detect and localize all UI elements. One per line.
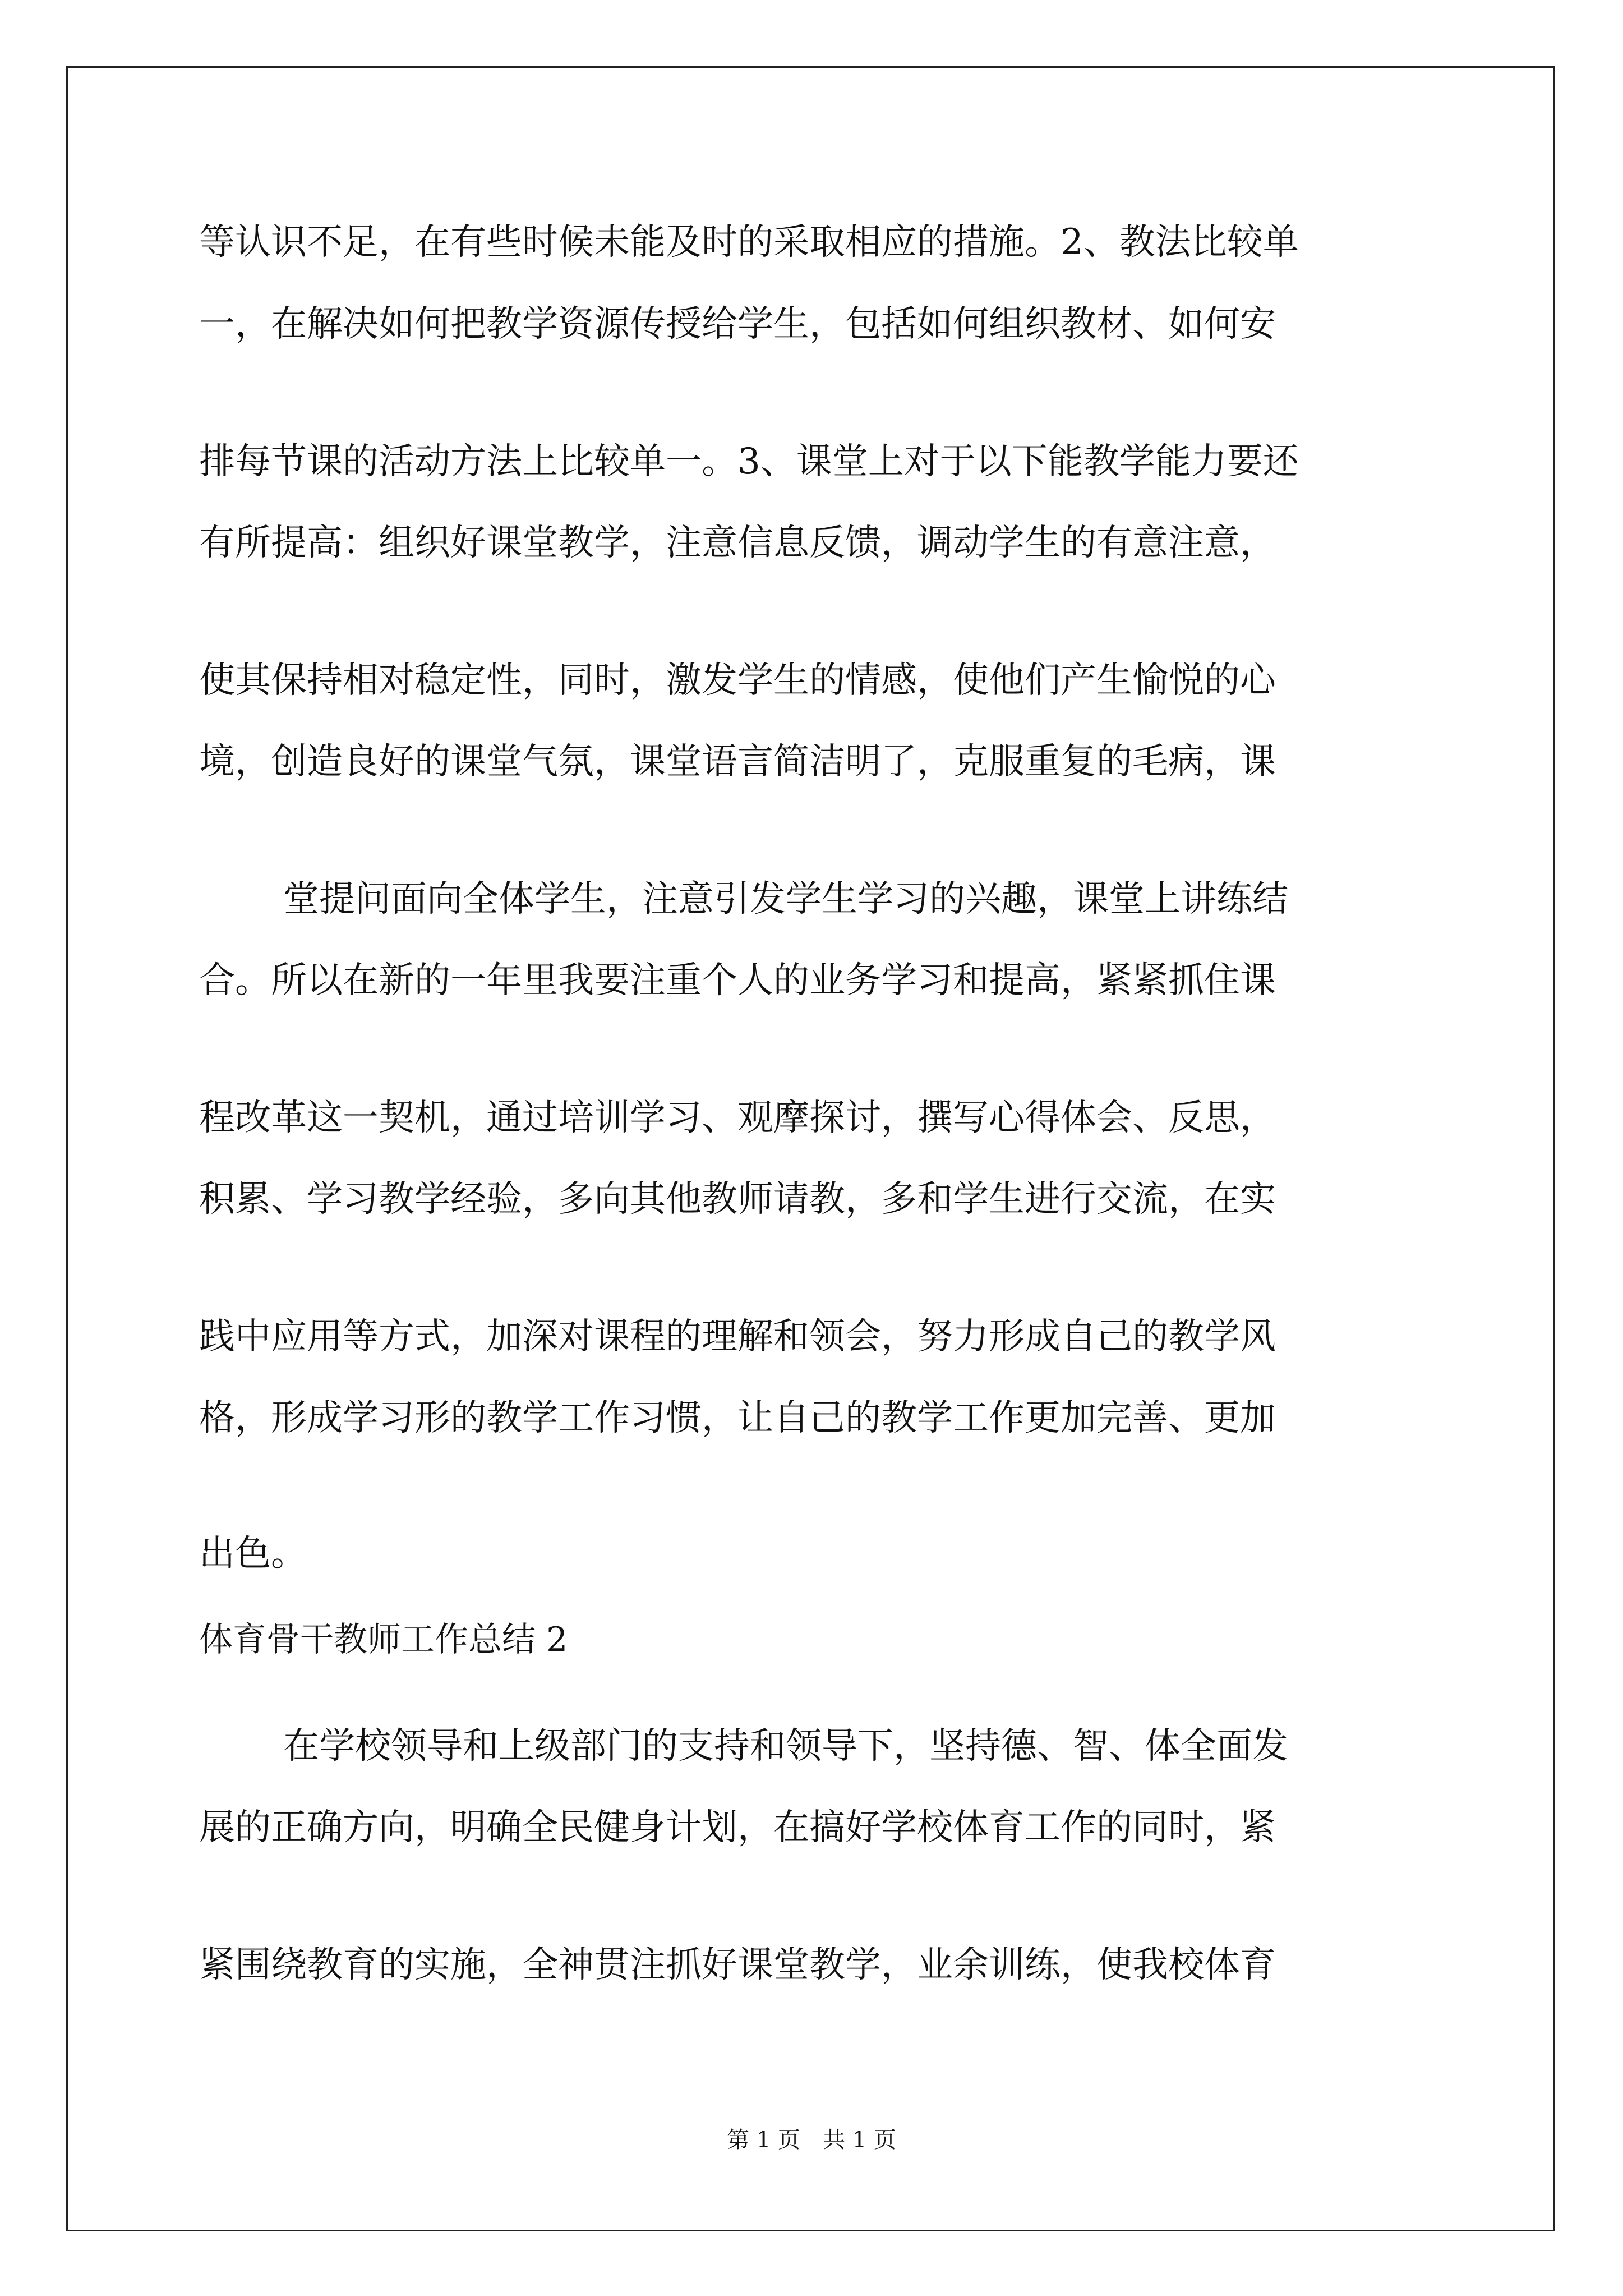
body-line: 等认识不足，在有些时候未能及时的采取相应的措施。2、教法比较单	[199, 222, 1299, 263]
body-line: 践中应用等方式，加深对课程的理解和领会，努力形成自己的教学风	[199, 1316, 1276, 1358]
body-line: 紧围绕教育的实施，全神贯注抓好课堂教学，业余训练，使我校体育	[199, 1944, 1276, 1986]
body-line: 合。所以在新的一年里我要注重个人的业务学习和提高，紧紧抓住课	[199, 960, 1276, 1001]
body-line: 格，形成学习形的教学工作习惯，让自己的教学工作更加完善、更加	[199, 1397, 1276, 1439]
body-line: 出色。	[199, 1533, 307, 1575]
body-line: 境，创造良好的课堂气氛，课堂语言简洁明了，克服重复的毛病，课	[199, 741, 1276, 783]
body-line-indented: 在学校领导和上级部门的支持和领导下，坚持德、智、体全面发	[283, 1726, 1288, 1767]
page-number-footer: 第 1 页 共 1 页	[727, 2127, 896, 2153]
section-heading: 体育骨干教师工作总结 2	[199, 1620, 568, 1659]
body-line-indented: 堂提问面向全体学生，注意引发学生学习的兴趣，课堂上讲练结	[283, 878, 1288, 920]
body-line: 一，在解决如何把教学资源传授给学生，包括如何组织教材、如何安	[199, 303, 1276, 345]
body-line: 排每节课的活动方法上比较单一。3、课堂上对于以下能教学能力要还	[199, 441, 1299, 482]
body-line: 积累、学习教学经验，多向其他教师请教，多和学生进行交流，在实	[199, 1179, 1276, 1220]
body-line: 展的正确方向，明确全民健身计划，在搞好学校体育工作的同时，紧	[199, 1807, 1276, 1848]
page-border	[66, 66, 1555, 2231]
body-line: 有所提高：组织好课堂教学，注意信息反馈，调动学生的有意注意，	[199, 522, 1276, 564]
body-line: 程改革这一契机，通过培训学习、观摩探讨，撰写心得体会、反思，	[199, 1097, 1276, 1139]
body-line: 使其保持相对稳定性，同时，激发学生的情感，使他们产生愉悦的心	[199, 660, 1276, 701]
